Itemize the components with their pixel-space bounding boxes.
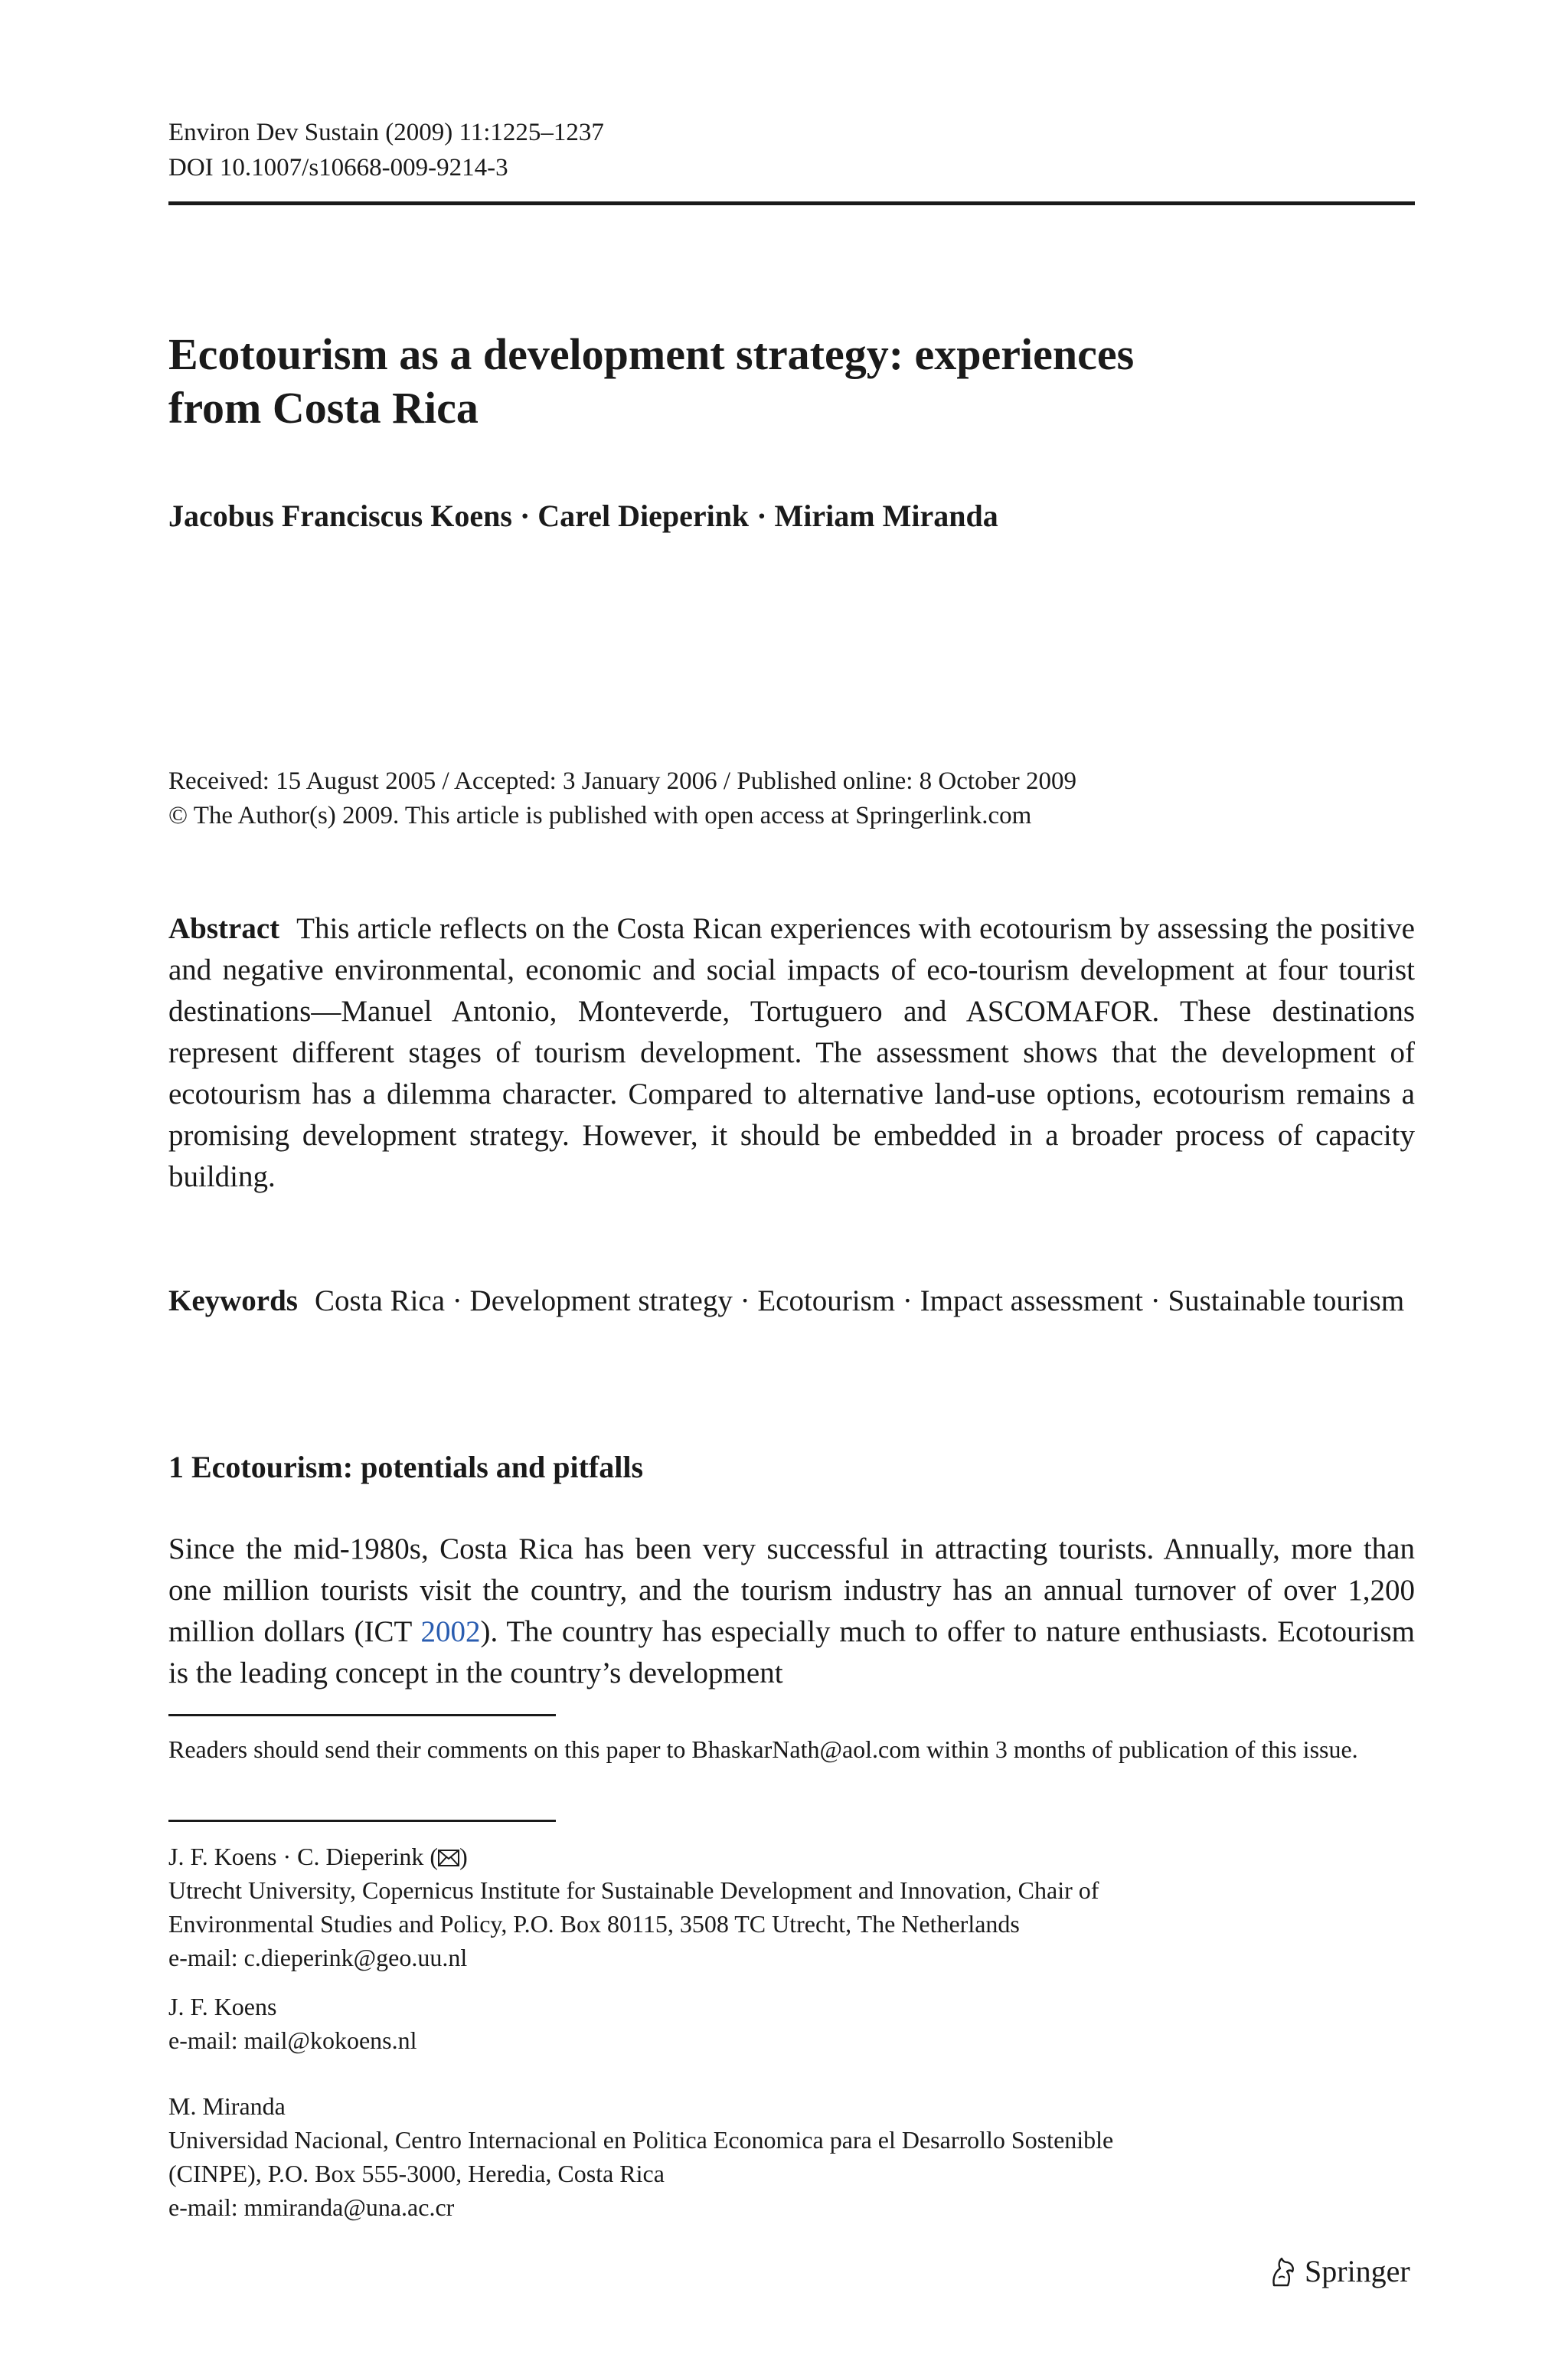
copyright-line: © The Author(s) 2009. This article is published with open access at Springerlink.com	[168, 802, 1032, 829]
affiliation-block-koens	[168, 1990, 1415, 2057]
affiliation-line: Utrecht University, Copernicus Institute for Sustainable Development and Innovation, Chair of	[168, 1876, 1099, 1904]
envelope-icon	[438, 1850, 459, 1866]
journal-citation: Environ Dev Sustain (2009) 11:1225–1237	[168, 119, 604, 146]
keywords-text: Costa Rica · Development strategy · Ecotourism · Impact assessment · Sustainable tourism	[315, 1284, 1405, 1317]
springer-horse-icon	[1268, 2255, 1298, 2288]
affiliation-block-utrecht	[168, 1840, 1415, 1974]
email-dieperink: e-mail: c.dieperink@geo.uu.nl	[168, 1944, 468, 1971]
paragraph-text: Since the mid-1980s, Costa Rica has been very successful in attracting tourists. Annually, more than one million tourists visit the country, and the tourism industry has an annual turnover of over 1,200 million dollars (ICT	[168, 1532, 1415, 1648]
paper-title	[168, 328, 1415, 435]
publication-dates	[168, 764, 1076, 833]
abstract	[168, 908, 1415, 1198]
footnote-rule	[168, 1714, 556, 1716]
abstract-label: Abstract	[168, 912, 280, 945]
header-rule	[168, 201, 1415, 205]
affiliation-names: J. F. Koens	[168, 1993, 277, 2020]
doi: DOI 10.1007/s10668-009-9214-3	[168, 154, 508, 182]
abstract-text: This article reflects on the Costa Rican experiences with ecotourism by assessing the positive and negative environmental, economic and social impacts of eco-tourism development at four tourist destinations—Manuel Antonio, Monteverde, Tortuguero and ASCOMAFOR. These destinations represent different stages of tourism development. The assessment shows that the development of ecotourism has a dilemma character. Compared to alternative land-use options, ecotourism remains a promising development strategy. However, it should be embedded in a broader process of capacity building.	[168, 912, 1415, 1193]
received-accepted-published: Received: 15 August 2005 / Accepted: 3 January 2006 / Published online: 8 October 2009	[168, 767, 1076, 795]
keywords	[168, 1281, 1415, 1322]
journal-header	[168, 115, 604, 185]
publisher-logo	[1268, 2250, 1410, 2293]
affiliation-line: Environmental Studies and Policy, P.O. Box 80115, 3508 TC Utrecht, The Netherlands	[168, 1910, 1020, 1938]
title-line-1: Ecotourism as a development strategy: experiences	[168, 329, 1135, 379]
email-miranda: e-mail: mmiranda@una.ac.cr	[168, 2193, 455, 2221]
comments-footnote: Readers should send their comments on this paper to BhaskarNath@aol.com within 3 months of publication of this issue.	[168, 1735, 1358, 1763]
paragraph-text-continued: ). The country has especially much to offer to nature enthusiasts. Ecotourism is the leading concept in the country’s development	[168, 1615, 1415, 1689]
section-1-paragraph	[168, 1529, 1415, 1694]
author-separator: ·	[749, 499, 775, 533]
publisher-name: Springer	[1305, 2254, 1410, 2288]
title-line-2: from Costa Rica	[168, 383, 479, 433]
author-list	[168, 493, 998, 539]
citation-link-ict-2002[interactable]: 2002	[420, 1615, 481, 1648]
author-3: Miriam Miranda	[774, 499, 998, 533]
affiliation-names: J. F. Koens · C. Dieperink ( )	[168, 1843, 468, 1870]
affiliation-line: (CINPE), P.O. Box 555-3000, Heredia, Costa Rica	[168, 2160, 665, 2187]
affiliation-block-miranda	[168, 2089, 1415, 2224]
author-separator: ·	[511, 499, 538, 533]
affiliation-names: M. Miranda	[168, 2092, 286, 2120]
paper-page	[168, 0, 1415, 2378]
author-1: Jacobus Franciscus Koens	[168, 499, 512, 533]
author-2: Carel Dieperink	[537, 499, 750, 533]
affiliation-line: Universidad Nacional, Centro Internacional en Politica Economica para el Desarrollo Sostenible	[168, 2126, 1114, 2154]
keywords-label: Keywords	[168, 1284, 298, 1317]
email-koens: e-mail: mail@kokoens.nl	[168, 2026, 417, 2054]
section-1-heading: 1 Ecotourism: potentials and pitfalls	[168, 1450, 644, 1484]
affiliation-rule	[168, 1820, 556, 1822]
